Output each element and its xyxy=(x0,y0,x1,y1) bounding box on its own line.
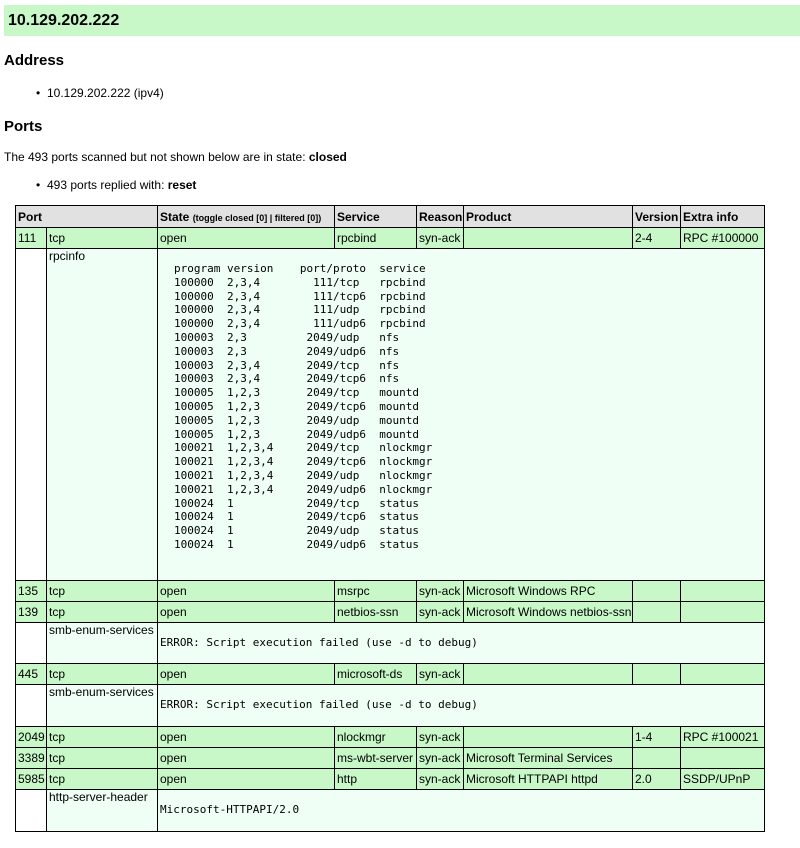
table-row xyxy=(16,769,765,790)
table-row xyxy=(16,581,765,602)
port-cell: 135 xyxy=(16,581,47,602)
product-cell xyxy=(464,727,633,748)
reason-cell: syn-ack xyxy=(417,769,464,790)
col-header-state xyxy=(158,206,335,228)
service-cell: msrpc xyxy=(335,581,417,602)
proto-cell: tcp xyxy=(47,727,158,748)
service-cell: nlockmgr xyxy=(335,727,417,748)
extra-cell xyxy=(681,748,765,769)
product-cell: Microsoft Windows netbios-ssn xyxy=(464,602,633,623)
port-cell: 2049 xyxy=(16,727,47,748)
service-cell: rpcbind xyxy=(335,228,417,249)
table-row xyxy=(16,748,765,769)
extra-cell: RPC #100021 xyxy=(681,727,765,748)
ports-reply-reason: reset xyxy=(167,178,197,192)
script-name: http-server-header xyxy=(47,790,158,832)
state-cell: open xyxy=(158,748,335,769)
script-row xyxy=(16,623,765,664)
script-spacer xyxy=(16,685,47,727)
script-name: smb-enum-services xyxy=(47,623,158,664)
version-cell xyxy=(633,664,681,685)
version-cell xyxy=(633,602,681,623)
state-cell: open xyxy=(158,581,335,602)
toggle-closed-link[interactable]: (toggle closed [0] xyxy=(192,212,268,223)
toggle-separator: | xyxy=(269,212,273,223)
script-row xyxy=(16,790,765,832)
host-header xyxy=(4,5,800,36)
table-row xyxy=(16,228,765,249)
proto-cell: tcp xyxy=(47,581,158,602)
table-row xyxy=(16,727,765,748)
port-cell: 5985 xyxy=(16,769,47,790)
reason-cell: syn-ack xyxy=(417,581,464,602)
extra-cell xyxy=(681,602,765,623)
service-cell: ms-wbt-server xyxy=(335,748,417,769)
table-row xyxy=(16,602,765,623)
script-row xyxy=(16,249,765,581)
col-header-reason: Reason xyxy=(417,206,464,228)
script-spacer xyxy=(16,249,47,581)
state-header-label: State xyxy=(160,209,190,224)
ports-reply-text: 493 ports replied with: xyxy=(47,178,168,192)
script-output: Microsoft-HTTPAPI/2.0 xyxy=(160,803,300,816)
script-row xyxy=(16,685,765,727)
table-row xyxy=(16,664,765,685)
proto-cell: tcp xyxy=(47,769,158,790)
port-cell: 139 xyxy=(16,602,47,623)
proto-cell: tcp xyxy=(47,748,158,769)
state-cell: open xyxy=(158,228,335,249)
reason-cell: syn-ack xyxy=(417,228,464,249)
script-name: rpcinfo xyxy=(47,249,158,581)
script-name: smb-enum-services xyxy=(47,685,158,727)
col-header-product: Product xyxy=(464,206,633,228)
service-cell: netbios-ssn xyxy=(335,602,417,623)
port-cell: 3389 xyxy=(16,748,47,769)
ports-summary xyxy=(4,150,347,164)
script-output-cell xyxy=(158,790,765,832)
ports-summary-text: The 493 ports scanned but not shown below are in state: xyxy=(4,150,309,164)
product-cell: Microsoft Terminal Services xyxy=(464,748,633,769)
port-cell: 445 xyxy=(16,664,47,685)
script-output: program version port/proto service 100000 2,3,4 111/tcp rpcbind 100000 2,3,4 111/tcp6 rpcbind 100000 2,3,4 111/udp rpcbind 100000 2,3,4 111/udp6 rpcbind 100003 2,3 2049/udp nfs 100003 2,3 2049/udp6 nfs 100003 2,3,4 2049/tcp nfs 100003 2,3,4 2049/tcp6 nfs 100005 1,2,3 2049/tcp mountd 100005 1,2,3 2049/tcp6 mountd 100005 1,2,3 2049/udp mountd 100005 1,2,3 2049/udp6 mountd 100021 1,2,3,4 2049/tcp nlockmgr 100021 1,2,3,4 2049/tcp6 nlockmgr 100021 1,2,3,4 2049/udp nlockmgr 100021 1,2,3,4 2049/udp6 nlockmgr 100024 1 2049/tcp status 100024 1 2049/tcp6 status 100024 1 2049/udp status 100024 1 2049/udp6 status xyxy=(174,262,433,551)
toggle-filtered-link[interactable]: filtered [0]) xyxy=(274,212,322,223)
extra-cell xyxy=(681,664,765,685)
state-cell: open xyxy=(158,727,335,748)
col-header-version: Version xyxy=(633,206,681,228)
service-cell: microsoft-ds xyxy=(335,664,417,685)
version-cell xyxy=(633,748,681,769)
extra-cell xyxy=(681,581,765,602)
address-item: • 10.129.202.222 (ipv4) xyxy=(47,86,164,100)
service-cell: http xyxy=(335,769,417,790)
script-output-cell xyxy=(158,249,765,581)
state-cell: open xyxy=(158,602,335,623)
col-header-port: Port xyxy=(16,206,158,228)
extra-cell: RPC #100000 xyxy=(681,228,765,249)
col-header-extra: Extra info xyxy=(681,206,765,228)
port-cell: 111 xyxy=(16,228,47,249)
address-heading: Address xyxy=(4,52,65,69)
proto-cell: tcp xyxy=(47,602,158,623)
product-cell: Microsoft HTTPAPI httpd xyxy=(464,769,633,790)
proto-cell: tcp xyxy=(47,228,158,249)
ports-heading: Ports xyxy=(4,118,43,135)
script-output-cell xyxy=(158,623,765,664)
table-header-row xyxy=(16,206,765,228)
version-cell: 1-4 xyxy=(633,727,681,748)
reason-cell: syn-ack xyxy=(417,664,464,685)
script-output: ERROR: Script execution failed (use -d to debug) xyxy=(160,698,478,711)
product-cell xyxy=(464,664,633,685)
version-cell: 2.0 xyxy=(633,769,681,790)
product-cell: Microsoft Windows RPC xyxy=(464,581,633,602)
ports-summary-state: closed xyxy=(308,150,347,164)
reason-cell: syn-ack xyxy=(417,748,464,769)
version-cell xyxy=(633,581,681,602)
state-cell: open xyxy=(158,664,335,685)
host-title: 10.129.202.222 xyxy=(8,12,120,29)
version-cell: 2-4 xyxy=(633,228,681,249)
col-header-service: Service xyxy=(335,206,417,228)
script-spacer xyxy=(16,623,47,664)
script-spacer xyxy=(16,790,47,832)
state-cell: open xyxy=(158,769,335,790)
script-output: ERROR: Script execution failed (use -d to debug) xyxy=(160,636,478,649)
ports-reply-item xyxy=(47,178,196,192)
reason-cell: syn-ack xyxy=(417,602,464,623)
proto-cell: tcp xyxy=(47,664,158,685)
reason-cell: syn-ack xyxy=(417,727,464,748)
product-cell xyxy=(464,228,633,249)
ports-table xyxy=(15,205,765,832)
extra-cell: SSDP/UPnP xyxy=(681,769,765,790)
script-output-cell xyxy=(158,685,765,727)
